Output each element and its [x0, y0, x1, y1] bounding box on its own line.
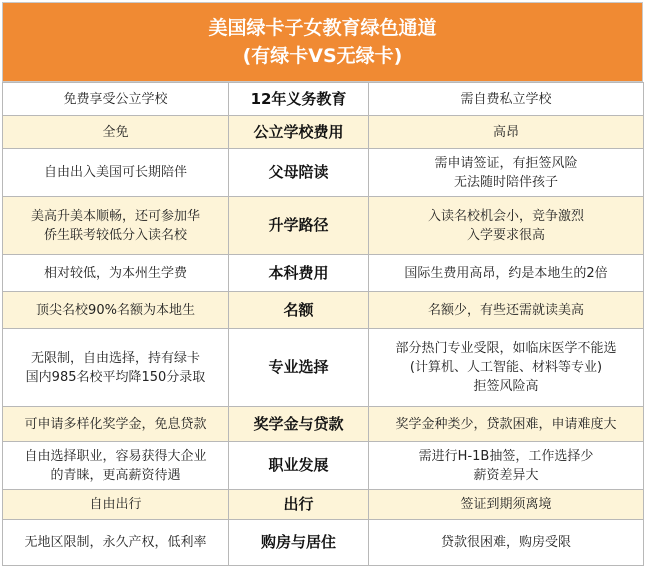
with-greencard-cell-line: 无地区限制，永久产权，低利率	[24, 535, 207, 550]
table-row	[3, 83, 644, 116]
category-cell: 奖学金与贷款	[229, 407, 369, 442]
table-row	[3, 292, 644, 329]
without-greencard-cell-line: 部分热门专业受限，如临床医学不能选	[395, 341, 617, 356]
without-greencard-cell-line: 入读名校机会小，竞争激烈	[427, 208, 584, 224]
table-subtitle: (有绿卡VS无绿卡)	[242, 45, 403, 67]
with-greencard-cell	[3, 83, 229, 116]
with-greencard-cell-line: 相对较低，为本州生学费	[43, 265, 187, 281]
category-cell: 本科费用	[229, 255, 369, 292]
without-greencard-cell	[369, 490, 644, 520]
without-greencard-cell	[369, 116, 644, 149]
table-row	[3, 255, 644, 292]
category-cell: 升学路径	[229, 197, 369, 255]
with-greencard-cell	[3, 149, 229, 197]
with-greencard-cell-line: 可申请多样化奖学金，免息贷款	[24, 416, 207, 432]
category-cell: 专业选择	[229, 329, 369, 407]
without-greencard-cell-line: 拒签风险高	[473, 379, 539, 394]
category-cell: 购房与居住	[229, 520, 369, 566]
table-row	[3, 490, 644, 520]
with-greencard-cell-line: 自由出行	[89, 497, 142, 512]
with-greencard-cell	[3, 197, 229, 255]
table-header	[2, 2, 643, 82]
with-greencard-cell	[3, 520, 229, 566]
table-row	[3, 116, 644, 149]
with-greencard-cell-line: 自由出入美国可长期陪伴	[43, 165, 187, 180]
table-row	[3, 329, 644, 407]
with-greencard-cell	[3, 255, 229, 292]
with-greencard-cell-line: 的青睐，更高薪资待遇	[50, 467, 181, 483]
table-row	[3, 197, 644, 255]
table-row	[3, 407, 644, 442]
category-cell: 父母陪读	[229, 149, 369, 197]
without-greencard-cell-line: 无法随时陪伴孩子	[453, 174, 558, 190]
without-greencard-cell	[369, 255, 644, 292]
with-greencard-cell-line: 免费享受公立学校	[63, 91, 168, 107]
comparison-table	[2, 82, 644, 566]
without-greencard-cell-line: 高昂	[492, 124, 519, 140]
category-cell: 12年义务教育	[229, 83, 369, 116]
without-greencard-cell-line: 签证到期须离境	[460, 497, 552, 512]
without-greencard-cell	[369, 197, 644, 255]
without-greencard-cell-line: 需自费私立学校	[460, 91, 552, 107]
with-greencard-cell	[3, 116, 229, 149]
without-greencard-cell	[369, 329, 644, 407]
without-greencard-cell	[369, 149, 644, 197]
with-greencard-cell	[3, 407, 229, 442]
category-cell: 出行	[229, 490, 369, 520]
with-greencard-cell-line: 无限制，自由选择，持有绿卡	[30, 350, 200, 366]
table-row	[3, 520, 644, 566]
without-greencard-cell-line: (计算机、人工智能、材料等专业)	[409, 360, 603, 375]
without-greencard-cell	[369, 442, 644, 490]
with-greencard-cell-line: 侨生联考较低分入读名校	[43, 227, 187, 243]
without-greencard-cell-line: 需进行H-1B抽签，工作选择少	[418, 448, 594, 464]
without-greencard-cell-line: 国际生费用高昂，约是本地生的2倍	[404, 265, 608, 281]
table-title: 美国绿卡子女教育绿色通道	[208, 17, 437, 39]
with-greencard-cell	[3, 329, 229, 407]
without-greencard-cell-line: 贷款很困难，购房受限	[440, 535, 571, 550]
without-greencard-cell	[369, 520, 644, 566]
without-greencard-cell-line: 奖学金种类少，贷款困难，申请难度大	[395, 416, 617, 432]
with-greencard-cell	[3, 490, 229, 520]
table-row	[3, 442, 644, 490]
table-row	[3, 149, 644, 197]
with-greencard-cell-line: 顶尖名校90%名额为本地生	[36, 302, 195, 318]
with-greencard-cell	[3, 292, 229, 329]
with-greencard-cell-line: 美高升美本顺畅，还可参加华	[30, 208, 200, 224]
without-greencard-cell	[369, 407, 644, 442]
without-greencard-cell-line: 入学要求很高	[466, 227, 545, 243]
without-greencard-cell	[369, 83, 644, 116]
category-cell: 职业发展	[229, 442, 369, 490]
without-greencard-cell-line: 名额少，有些还需就读美高	[427, 302, 584, 318]
without-greencard-cell-line: 薪资差异大	[473, 467, 539, 483]
with-greencard-cell-line: 国内985名校平均降150分录取	[25, 369, 206, 385]
with-greencard-cell	[3, 442, 229, 490]
with-greencard-cell-line: 自由选择职业，容易获得大企业	[24, 448, 207, 464]
without-greencard-cell-line: 需申请签证，有拒签风险	[434, 155, 578, 171]
with-greencard-cell-line: 全免	[102, 124, 129, 140]
without-greencard-cell	[369, 292, 644, 329]
category-cell: 名额	[229, 292, 369, 329]
category-cell: 公立学校费用	[229, 116, 369, 149]
